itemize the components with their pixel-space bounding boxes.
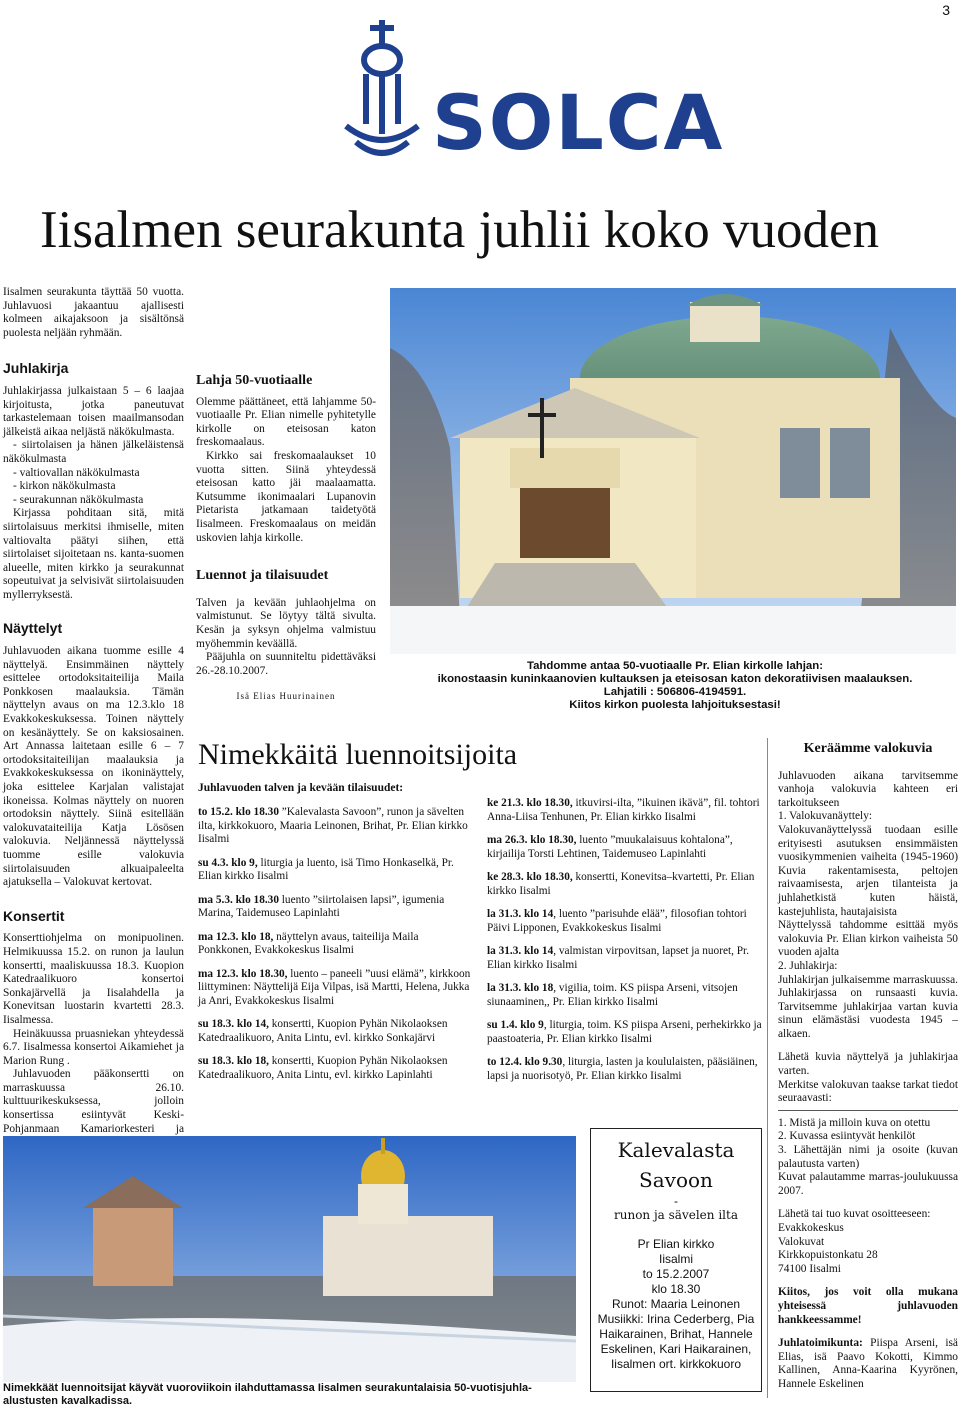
lecture-description: konsertti, Konevitsa–kvartetti, Pr. Elian kirkko Iisalmi (487, 871, 755, 897)
lecture-item (198, 931, 474, 958)
page-number: 3 (942, 2, 950, 18)
juhlakirja-list-item: - seurakunnan näkökulmasta (13, 493, 144, 506)
keraamme-paragraph: Näyttelyssä tahdomme esittää myös valokuvia Pr. Elian kirkon vaiheista 50 vuoden ajalta (778, 919, 958, 959)
lahja-paragraph: Olemme päättäneet, että lahjamme 50-vuotiaalle Pr. Elian nimelle pyhitetylle kirkolle on eteisosan katon freskomaalaus. (196, 395, 376, 449)
lecture-item (198, 806, 474, 847)
solca-emblem-icon (336, 14, 428, 176)
lecturers-list-right (487, 797, 763, 1093)
lecture-date: su 1.4. klo 9 (487, 1019, 544, 1031)
church-photo (390, 288, 956, 654)
nayttelyt-heading: Näyttelyt (3, 620, 63, 637)
lecture-description: konsertti, Kuopion Pyhän Nikolaoksen Katedraalikuoro, Anita Lintu, evl. kirkko Lapinlahti (198, 1055, 448, 1081)
committee-label: Juhlatoimikunta: (778, 1337, 863, 1350)
lecture-item (198, 968, 474, 1009)
intro-text: Iisalmen seurakunta täyttää 50 vuotta. Juhlavuosi jakaantuu ajallisesti kolmeen aikajaksoon ja sisältönsä puolesta neljään ryhmään. (3, 286, 184, 339)
address-line: Kirkkopuistonkatu 28 (778, 1249, 878, 1262)
keraamme-paragraph: Juhlavuoden aikana tarvitsemme vanhoja valokuvia kahteen eri tarkoitukseen (778, 769, 958, 809)
konsertit-heading: Konsertit (3, 907, 65, 924)
winter-church-photo (3, 1136, 576, 1382)
lecturers-subheading: Juhlavuoden talven ja kevään tilaisuudet: (198, 782, 404, 794)
lecturers-list-left (198, 806, 474, 1092)
photo-collection-section (778, 742, 958, 1392)
lecture-date: su 18.3. klo 18, (198, 1055, 269, 1067)
ad-line: Haikarainen, Brihat, Hannele (599, 1327, 753, 1341)
keraamme-heading: Keräämme valokuvia (803, 741, 933, 756)
photo-caption-line: Kiitos kirkon puolesta lahjoituksestasi! (569, 699, 781, 711)
ad-title: Savoon (639, 1168, 713, 1192)
signature: Isä Elias Huurinainen (236, 691, 336, 702)
address-line: Valokuvat (778, 1235, 825, 1248)
lecture-date: la 31.3. klo 18 (487, 982, 554, 994)
juhlakirja-heading: Juhlakirja (3, 360, 69, 377)
address-line: 74100 Iisalmi (778, 1262, 841, 1275)
column-left (3, 286, 184, 1163)
ad-title: Kalevalasta (617, 1138, 735, 1162)
luennot-paragraph: Talven ja kevään juhlaohjelma on valmistunut. Se löytyy tältä sivulta. Kesän ja syksyn ohjelma valmistuu myöhemmin keväällä. (196, 596, 376, 650)
nayttelyt-paragraph: Juhlavuoden aikana tuomme esille 4 näyttelyä. Ensimmäinen näyttely esittelee ortodoksitaiteilija Maila Ponkkosen maalauksia. Tämän näyttelyn avaus on ma 12.3.klo 18 Evakkokeskuksessa. Toinen näyttely on kesänäyttely. Se on kaksiosainen. Art Annassa laitetaan esille 6 – 7 ortodoksitaiteilijan maalauksia ja Evakkokeskuksessa on ikoninäyttely, joka esittelee Karjalan valistajat ikoneissa. Kolmas näyttely on nuoren ortodoksin näyttely. Siinä esitellään valokuvataiteilija Katja Lösösen valokuvia. Neljännessä näyttelyssä tuomme esille valokuvia siirtolaisuuden alkuaipaleelta ajatuksella – Valokuvat kertovat. (3, 645, 184, 889)
column-middle (196, 286, 376, 704)
ad-line: Pr Elian kirkko (637, 1237, 715, 1251)
column-divider (767, 738, 768, 1398)
ad-dash: - (674, 1194, 678, 1208)
lecture-date: to 12.4. klo 9.30 (487, 1056, 563, 1068)
lahja-heading: Lahja 50-vuotiaalle (196, 373, 313, 388)
konsertit-paragraph: Heinäkuussa pruasniekan yhteydessä 6.7. Iisalmessa konsertoi Aikamiehet ja Marion Rung . (3, 1027, 184, 1067)
lecture-description: luento ”siirtolaisen lapsi”, igumenia Marina, Taidemuseo Lapinlahti (198, 893, 445, 919)
lecture-date: ke 21.3. klo 18.30, (487, 797, 573, 809)
juhlakirja-list-item: - valtiovallan näkökulmasta (13, 466, 140, 479)
keraamme-paragraph: 2. Juhlakirja: (778, 959, 838, 972)
ad-subtitle: runon ja sävelen ilta (614, 1208, 738, 1222)
lecture-date: la 31.3. klo 14 (487, 908, 554, 920)
lecture-description: ”Kalevalasta Savoon”, runon ja sävelten ilta, kirkkokuoro, Maaria Leinonen, Brihat, Pr. Elian kirkko Iisalmi (198, 806, 468, 845)
juhlakirja-paragraph: Kirjassa pohditaan sitä, mitä siirtolaisuus merkitsi ihmiselle, miten valtiovalta päätyi siihen, että siirtolaiset sijoitetaan ns. kanta-suomen alueelle, miten kirkko ja seurakunnat sopeutuivat ja selvisivät siirtolaisuuden myllerryksestä. (3, 507, 184, 601)
keraamme-paragraph: Merkitse valokuvan taakse tarkat tiedot seuraavasti: (778, 1078, 958, 1105)
lecture-description: , liturgia, lasten ja koululaisten, pääsiäinen, lapsi ja nuorisotyö, Pr. Elian kirkko Iisalmi (487, 1056, 758, 1082)
lecture-date: la 31.3. klo 14 (487, 945, 554, 957)
lecture-item (198, 894, 474, 921)
lecture-item (487, 871, 763, 898)
juhlakirja-list-item: - kirkon näkökulmasta (13, 480, 116, 493)
lecture-item (487, 908, 763, 935)
ad-line: Eskelinen, Kari Haikarainen, (600, 1342, 752, 1356)
lecture-description: konsertti, Kuopion Pyhän Nikolaoksen Katedraalikuoro, Anita Lintu, evl. kirkko Sonkajärvi (198, 1018, 448, 1044)
lecture-item (487, 834, 763, 861)
bottom-caption: Nimekkäät luennoitsijat käyvät vuoroviikoin ilahduttamassa Iisalmen seurakuntalaisia 50-vuotisjuhla-alustusten kavalkadissa. (3, 1382, 532, 1407)
lecturers-heading: Nimekkäitä luennoitsijoita (198, 738, 518, 771)
ad-line: Runot: Maaria Leinonen (611, 1297, 741, 1311)
keraamme-paragraph: Valokuvanäyttelyssä tuodaan esille erityisesti asutuksen ensimmäisten vuosikymmenien vaiheita (1945-1960) Kuvia rakentamisesta, peltojen raivaamisesta, arjen tilanteista ja juhlahetkistä kuten häistä, kastejuhlista, hautajaisista (778, 823, 958, 918)
lecture-description: luento – paneeli ”uusi elämä”, kirkkoon liittyminen: Näyttelijä Eija Vilpas, isä Martti, Helena, Jukka ja Anri, Evakkokeskus Iisalmi (198, 967, 471, 1007)
address-line: Evakkokeskus (778, 1222, 844, 1234)
keraamme-paragraph: Lähetä tai tuo kuvat osoitteeseen: (778, 1208, 931, 1221)
juhlakirja-list-item: - siirtolaisen ja hänen jälkeläistensä näkökulmasta (3, 439, 184, 465)
lecture-item (487, 945, 763, 972)
juhlakirja-paragraph: Juhlakirjassa julkaistaan 5 – 6 laajaa kirjoitusta, jotka paneutuvat tarkastelemaan toisen maailmansodan jälkeistä aikaa neljästä näkökulmasta. (3, 384, 184, 438)
lecture-description: , valmistan virpovitsan, lapset ja nuoret, Pr. Elian kirkko Iisalmi (487, 945, 750, 971)
keraamme-paragraph: Juhlakirjan julkaisemme marraskuussa. Juhlakirjassa on runsaasti kuvia. Tarvitsemme juhlakirjaa vartan kuvia sinun elämästäsi vuodesta 1945 – alkaen. (778, 973, 958, 1040)
solca-logo-text: SOLCA (432, 78, 725, 167)
lecture-description: , luento ”parisuhde elää”, filosofian tohtori Päivi Lipponen, Evakkokeskus Iisalmi (487, 908, 747, 934)
lecturers-section (198, 738, 758, 794)
keraamme-paragraph: 1. Valokuvanäyttely: (778, 810, 873, 823)
lecture-description: näyttelyn avaus, taiteilija Maila Ponkkonen, Evakkokeskus Iisalmi (198, 930, 419, 956)
lecture-item (487, 1019, 763, 1046)
photo-caption-line: Lahjatili : 506806-4194591. (603, 686, 747, 698)
lecture-description: luento ”muukalaisuus kohtalona”, kirjailija Torsti Lehtinen, Taidemuseo Lapinlahti (487, 834, 733, 860)
headline: Iisalmen seurakunta juhlii koko vuoden (40, 201, 879, 259)
photo-caption (392, 660, 958, 712)
keraamme-list-item: 3. Lähettäjän nimi ja osoite (kuvan palautusta varten) (778, 1144, 958, 1170)
photo-caption-line: ikonostaasin kuninkaanovien kultauksen ja eteisosan katon dekoratiivisen maalauksen. (437, 673, 913, 685)
lecture-date: su 4.3. klo 9, (198, 856, 258, 869)
lecture-description: itkuvirsi-ilta, ”ikuinen ikävä”, fil. tohtori Anna-Liisa Tenhunen, Pr. Elian kirkko Iisalmi (487, 797, 760, 823)
lecture-date: ma 12.3. klo 18.30, (198, 967, 288, 980)
lecture-date: su 18.3. klo 14, (198, 1018, 269, 1030)
lecture-date: ma 5.3. klo 18.30 (198, 893, 279, 906)
luennot-paragraph: Pääjuhla on suunniteltu pidettäväksi 26.-28.10.2007. (196, 651, 376, 677)
lecture-item (487, 1056, 763, 1083)
lecture-date: to 15.2. klo 18.30 (198, 806, 279, 818)
lecture-description: liturgia ja luento, isä Timo Honkaselkä, Pr. Elian kirkko Iisalmi (198, 856, 454, 882)
committee-members: Piispa Arseni, isä Elias, isä Paavo Kokotti, Kimmo Kallinen, Anna-Kaarina Kyyrönen, Hannele Eskelinen (778, 1337, 958, 1390)
photo-caption-line: Tahdomme antaa 50-vuotiaalle Pr. Elian kirkolle lahjan: (526, 660, 824, 672)
keraamme-paragraph: Lähetä kuvia näyttelyä ja juhlakirjaa varten. (778, 1051, 958, 1078)
keraamme-list-item: 1. Mistä ja milloin kuva on otettu (778, 1116, 931, 1129)
lahja-paragraph: Kirkko sai freskomaalaukset 10 vuotta sitten. Siinä yhteydessä eteisosan katto jäi maalaamatta. Kutsumme ikonimaalari Lupanovin Pietarista jatkamaan taidetyötä Iisalmeen. Freskomaalaus on meidän uskovien lahja kirkolle. (196, 449, 376, 544)
ad-line: Iisalmen ort. kirkkokuoro (610, 1357, 742, 1371)
lecture-item (198, 857, 474, 884)
luennot-heading: Luennot ja tilaisuudet (196, 568, 329, 584)
keraamme-paragraph: Kuvat palautamme marras-joulukuussa 2007. (778, 1171, 958, 1197)
ad-line: Iisalmi (658, 1252, 693, 1266)
lecture-description: , liturgia, toim. KS piispa Arseni, perhekirkko ja paastoateria, Pr. Elian kirkko Iisalmi (487, 1019, 762, 1045)
lecture-item (487, 982, 763, 1009)
lecture-item (487, 797, 763, 824)
lecture-item (198, 1018, 474, 1045)
divider (778, 1110, 958, 1111)
konsertit-paragraph: Juhlavuoden pääkonsertti on marraskuussa 26.10. kulttuurikeskuksessa, jolloin konsertissa esiintyvät Keski-Pohjanmaan Kamariorkesteri ja (3, 1068, 184, 1135)
keraamme-list-item: 2. Kuvassa esiintyvät henkilöt (778, 1130, 916, 1143)
concert-ad (590, 1128, 762, 1392)
lecture-description: , vigilia, toim. KS piispa Arseni, vitsojen siunaaminen,, Pr. Elian kirkko Iisalmi (487, 982, 738, 1008)
ad-line: Musiikki: Irina Cederberg, Pia (597, 1312, 755, 1326)
konsertit-paragraph: Konserttiohjelma on monipuolinen. Helmikuussa 15.2. on runon ja laulun konsertti, maaliskuussa 18.3. Kuopion Katedraalikuoro konsertoi Sonkajärvellä ja Iisalahdella ja Konevitsan luostarin kvartetti 28.3. Iisalmessa. (3, 932, 184, 1026)
thanks-text: Kiitos, jos voit olla mukana yhteisessä juhlavuoden hankkeessamme! (778, 1286, 958, 1326)
lecture-date: ma 26.3. klo 18.30, (487, 834, 577, 846)
ad-line: klo 18.30 (651, 1282, 701, 1296)
lecture-date: ma 12.3. klo 18, (198, 930, 274, 943)
lecture-date: ke 28.3. klo 18.30, (487, 871, 573, 883)
lecture-item (198, 1055, 474, 1082)
ad-line: to 15.2.2007 (642, 1267, 710, 1281)
